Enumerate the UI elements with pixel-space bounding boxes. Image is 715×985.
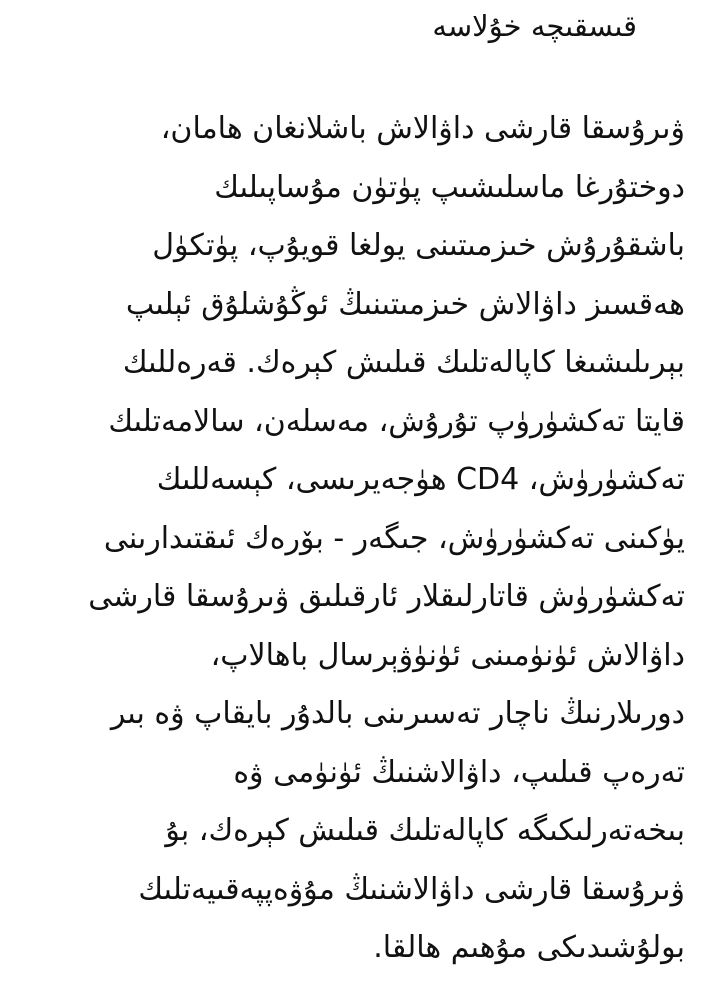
text-line: ۋىرۇسقا قارشى داۋالاش باشلانغان ھامان،: [160, 111, 685, 146]
text-line: بېرىلىشىغا كاپالەتلىك قىلىش كېرەك. قەرەللىك: [122, 345, 685, 380]
text-line: تەكشۈرۈش قاتارلىقلار ئارقىلىق ۋىرۇسقا قارشى: [88, 579, 685, 614]
document-title: قىسقىچە خۇلاسە: [432, 9, 637, 43]
text-line: قايتا تەكشۈرۈپ تۇرۇش، مەسلەن، سالامەتلىك: [108, 403, 685, 439]
text-line: ۋىرۇسقا قارشى داۋالاشنىڭ مۇۋەپپەقىيەتلىك: [138, 871, 685, 907]
text-line: باشقۇرۇش خىزمىتىنى يولغا قويۇپ، پۈتكۈل: [152, 228, 685, 263]
text-line: دوختۇرغا ماسلىشىپ پۈتۈن مۇساپىلىك: [214, 169, 685, 205]
text-line: يۈكىنى تەكشۈرۈش، جىگەر - بۆرەك ئىقتىدارىنى: [103, 520, 685, 556]
text-line: دورىلارنىڭ ناچار تەسىرىنى بالدۇر بايقاپ ۋە بىر: [110, 696, 685, 731]
text-line: تەرەپ قىلىپ، داۋالاشنىڭ ئۈنۈمى ۋە: [233, 754, 685, 790]
text-line: ھەقسىز داۋالاش خىزمىتىنىڭ ئوڭۇشلۇق ئېلىپ: [125, 286, 685, 322]
text-line: بولۇشىدىكى مۇھىم ھالقا.: [373, 930, 685, 965]
text-line: بىخەتەرلىكىگە كاپالەتلىك قىلىش كېرەك، بۇ: [165, 813, 685, 848]
document-body: [30, 107, 685, 985]
text-line: تەكشۈرۈش، CD4 ھۈجەيرىسى، كېسەللىك: [156, 462, 685, 497]
text-line: داۋالاش ئۈنۈمىنى ئۈنۈۋېرسال باھالاپ،: [210, 637, 685, 673]
